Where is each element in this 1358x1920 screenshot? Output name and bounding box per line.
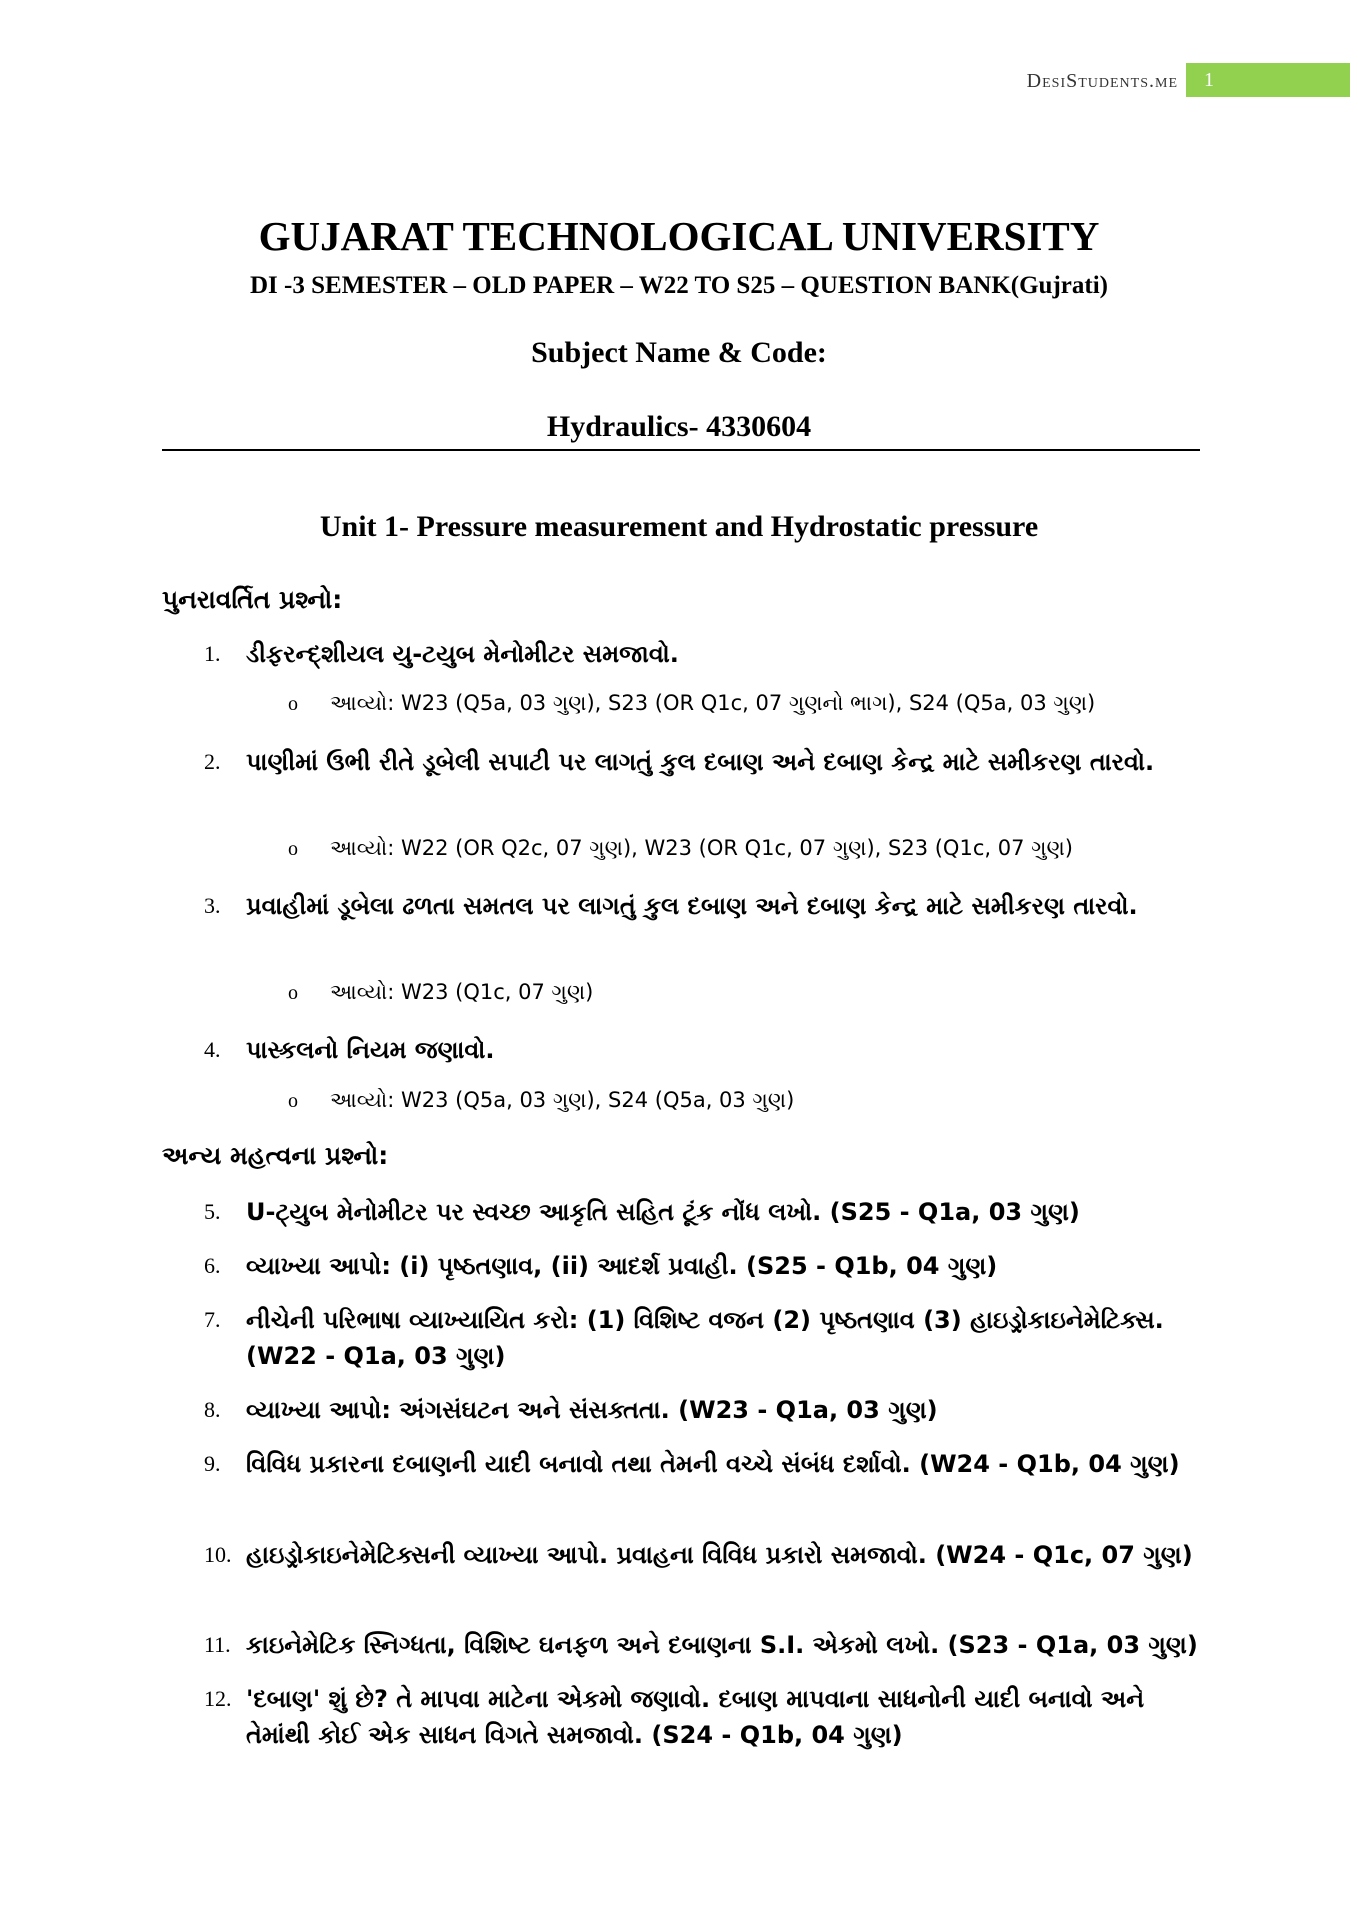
repeated-questions-heading: પુનરાવર્તિત પ્રશ્નો:: [162, 585, 343, 614]
question-text: નીચેની પરિભાષા વ્યાખ્યાયિત કરો: (1) વિશિષ્ટ વજન (2) પૃષ્ઠતણાવ (3) હાઇડ્રોકાઇનેમેટિક્સ. (W22 - Q1a, 03 ગુણ): [246, 1306, 1164, 1370]
question-number: 6.: [204, 1253, 221, 1278]
divider: [162, 449, 1200, 451]
question-text: વ્યાખ્યા આપો: (i) પૃષ્ઠતણાવ, (ii) આદર્શ પ્રવાહી. (S25 - Q1b, 04 ગુણ): [246, 1252, 998, 1280]
source-text: આવ્યો: W22 (OR Q2c, 07 ગુણ), W23 (OR Q1c, 07 ગુણ), S23 (Q1c, 07 ગુણ): [330, 836, 1073, 860]
bullet-icon: o: [288, 1090, 298, 1112]
bullet-icon: o: [288, 982, 298, 1004]
question-number: 11.: [204, 1632, 231, 1657]
question-number: 10.: [204, 1542, 232, 1567]
question-number: 5.: [204, 1199, 221, 1224]
question-number: 12.: [204, 1686, 232, 1711]
question-text: હાઇડ્રોકાઇનેમેટિક્સની વ્યાખ્યા આપો. પ્રવાહના વિવિધ પ્રકારો સમજાવો. (W24 - Q1c, 07 ગુણ): [246, 1541, 1193, 1569]
question-item: [204, 1032, 1204, 1068]
source-text: આવ્યો: W23 (Q5a, 03 ગુણ), S24 (Q5a, 03 ગુણ): [330, 1088, 795, 1112]
document-subtitle: DI -3 SEMESTER – OLD PAPER – W22 TO S25 – QUESTION BANK(Gujrati): [250, 272, 1108, 299]
question-source: [288, 1088, 794, 1113]
question-item: [204, 1392, 1204, 1428]
question-number: 9.: [204, 1451, 221, 1476]
question-number: 4.: [204, 1037, 221, 1062]
question-item: [204, 1194, 1204, 1230]
question-text: 'દબાણ' શું છે? તે માપવા માટેના એકમો જણાવો. દબાણ માપવાના સાધનોની યાદી બનાવો અને તેમાંથી કોઈ એક સાધન વિગતે સમજાવો. (S24 - Q1b, 04 ગુણ): [246, 1685, 1145, 1749]
question-number: 7.: [204, 1307, 221, 1332]
subject-value: Hydraulics- 4330604: [546, 410, 812, 443]
question-text: પાસ્કલનો નિયમ જણાવો.: [246, 1036, 495, 1064]
question-item: [204, 744, 1204, 780]
question-text: પાણીમાં ઉભી રીતે ડૂબેલી સપાટી પર લાગતું કુલ દબાણ અને દબાણ કેન્દ્ર માટે સમીકરણ તારવો.: [246, 748, 1155, 776]
header-brand: DesiStudents.me: [1026, 70, 1178, 92]
question-source: [288, 691, 1095, 716]
question-item: [204, 1446, 1204, 1482]
document-title: GUJARAT TECHNOLOGICAL UNIVERSITY: [258, 213, 1100, 259]
question-number: 3.: [204, 893, 221, 918]
question-item: [204, 1302, 1204, 1374]
question-text: વિવિધ પ્રકારના દબાણની યાદી બનાવો તથા તેમની વચ્ચે સંબંધ દર્શાવો. (W24 - Q1b, 04 ગુણ): [246, 1450, 1180, 1478]
question-text: પ્રવાહીમાં ડૂબેલા ઢળતા સમતલ પર લાગતું કુલ દબાણ અને દબાણ કેન્દ્ર માટે સમીકરણ તારવો.: [246, 892, 1138, 920]
page-number-badge: 1: [1186, 63, 1350, 97]
question-text: U-ટ્યુબ મેનોમીટર પર સ્વચ્છ આકૃતિ સહિત ટૂંક નોંધ લખો. (S25 - Q1a, 03 ગુણ): [246, 1198, 1080, 1226]
question-item: [204, 1681, 1204, 1753]
question-item: [204, 1248, 1204, 1284]
question-number: 2.: [204, 749, 221, 774]
source-text: આવ્યો: W23 (Q5a, 03 ગુણ), S23 (OR Q1c, 07 ગુણનો ભાગ), S24 (Q5a, 03 ગુણ): [330, 691, 1096, 715]
bullet-icon: o: [288, 838, 298, 860]
question-source: [288, 980, 593, 1005]
unit-title: Unit 1- Pressure measurement and Hydrostatic pressure: [319, 510, 1039, 543]
question-item: [204, 1537, 1204, 1573]
question-item: [204, 888, 1204, 924]
question-text: ડીફરન્દ્શીયલ યુ-ટયુબ મેનોમીટર સમજાવો.: [246, 640, 679, 668]
source-text: આવ્યો: W23 (Q1c, 07 ગુણ): [330, 980, 594, 1004]
question-number: 8.: [204, 1397, 221, 1422]
subject-label: Subject Name & Code:: [531, 336, 827, 369]
question-item: [204, 1627, 1204, 1663]
question-source: [288, 836, 1073, 861]
bullet-icon: o: [288, 693, 298, 715]
other-questions-heading: અન્ય મહત્વના પ્રશ્નો:: [162, 1141, 389, 1170]
question-text: વ્યાખ્યા આપો: અંગસંઘટન અને સંસક્તતા. (W23 - Q1a, 03 ગુણ): [246, 1396, 938, 1424]
question-number: 1.: [204, 641, 221, 666]
question-text: કાઇનેમેટિક સ્નિગ્ધતા, વિશિષ્ટ ઘનફળ અને દબાણના S.I. એકમો લખો. (S23 - Q1a, 03 ગુણ): [246, 1631, 1198, 1659]
question-item: [204, 636, 1204, 672]
